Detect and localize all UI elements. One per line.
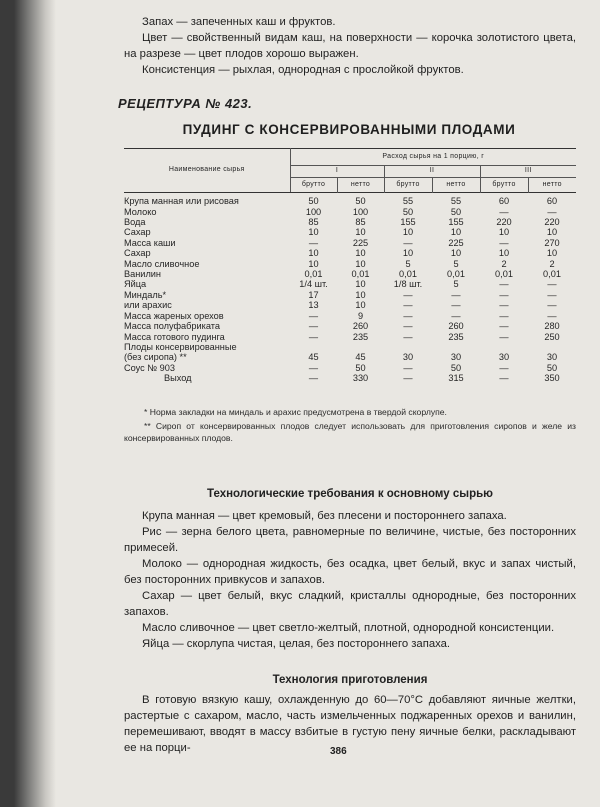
- quantity-cell: 235: [448, 331, 464, 342]
- quantity-cell: 10: [450, 248, 462, 259]
- quantity-cell: 10: [546, 248, 558, 259]
- quantity-cell: 315: [448, 373, 464, 384]
- quantity-cell: 0,01: [399, 269, 417, 280]
- quantity-cell: 1/4 шт.: [299, 279, 328, 290]
- book-gutter-shadow: [14, 0, 56, 807]
- quantity-cell: 270: [544, 237, 560, 248]
- quantity-cell: —: [308, 362, 319, 373]
- requirements-heading: Технологические требования к основному сырью: [207, 488, 493, 500]
- table-row: [124, 193, 576, 207]
- quantity-cell: —: [499, 237, 509, 248]
- quantity-cell: —: [451, 310, 461, 321]
- quantity-cell: 50: [355, 362, 366, 373]
- quantity-cell: —: [499, 300, 509, 311]
- quantity-cell: —: [403, 373, 413, 384]
- quantity-cell: [480, 342, 528, 352]
- quantity-cell: 10: [308, 258, 319, 269]
- quantity-cell: 10: [355, 227, 366, 238]
- quantity-cell: 50: [355, 196, 366, 207]
- quantity-cell: 225: [448, 237, 464, 248]
- ingredient-name: Выход: [164, 373, 192, 384]
- quantity-cell: 50: [546, 362, 558, 373]
- quantity-cell: —: [403, 300, 413, 311]
- ingredient-name: Масса полуфабриката: [124, 321, 220, 332]
- quantity-cell: 10: [355, 289, 366, 300]
- quantity-cell: —: [499, 362, 509, 373]
- quantity-cell: —: [499, 279, 509, 290]
- quantity-cell: 50: [450, 206, 462, 217]
- table-row: [124, 290, 576, 300]
- quantity-cell: 330: [352, 373, 369, 384]
- quantity-cell: 1/8 шт.: [393, 279, 423, 290]
- quantity-cell: [528, 342, 576, 352]
- quantity-cell: —: [403, 310, 413, 321]
- ingredient-name: Ванилин: [124, 269, 162, 280]
- quantity-cell: —: [499, 310, 509, 321]
- table-row: [124, 332, 576, 342]
- technology-heading: Технология приготовления: [272, 674, 428, 686]
- table-row: [124, 352, 576, 362]
- page-number: 386: [330, 746, 347, 757]
- technology-block: [124, 692, 576, 756]
- quantity-cell: 2: [501, 258, 507, 269]
- quantity-cell: 225: [352, 237, 369, 248]
- table-row: [124, 238, 576, 248]
- ingredient-name: Масса каши: [124, 237, 176, 248]
- table-row: [124, 311, 576, 321]
- intro-block: [124, 14, 576, 78]
- intro-smell: Запах — запеченных каш и фруктов.: [142, 16, 336, 28]
- quantity-cell: 10: [450, 227, 462, 238]
- quantity-cell: —: [308, 321, 319, 332]
- quantity-cell: —: [451, 300, 461, 311]
- quantity-cell: 50: [450, 362, 462, 373]
- quantity-cell: 10: [402, 248, 414, 259]
- quantity-cell: 260: [352, 321, 369, 332]
- quantity-cell: —: [499, 321, 509, 332]
- quantity-cell: 10: [498, 248, 510, 259]
- quantity-cell: 280: [544, 321, 560, 332]
- ingredient-name: Соус № 903: [124, 362, 176, 373]
- quantity-cell: 85: [308, 217, 319, 228]
- quantity-cell: 0,01: [304, 269, 323, 280]
- table-row: [124, 259, 576, 269]
- quantity-cell: —: [403, 237, 413, 248]
- ingredient-name: Масло сливочное: [124, 258, 200, 269]
- quantity-cell: —: [451, 289, 461, 300]
- quantity-cell: —: [547, 289, 557, 300]
- quantity-cell: 30: [498, 352, 510, 363]
- quantity-cell: [432, 342, 480, 352]
- quantity-cell: 10: [355, 248, 366, 259]
- quantity-cell: —: [308, 310, 319, 321]
- header-brutto: брутто: [480, 177, 528, 192]
- quantity-cell: 350: [544, 373, 560, 384]
- table-row: [124, 207, 576, 217]
- quantity-cell: —: [499, 373, 509, 384]
- quantity-cell: 45: [308, 352, 319, 363]
- recipe-title: ПУДИНГ С КОНСЕРВИРОВАННЫМИ ПЛОДАМИ: [182, 122, 516, 137]
- quantity-cell: —: [547, 279, 557, 290]
- recipe-label: РЕЦЕПТУРА № 423.: [118, 96, 253, 111]
- quantity-cell: 0,01: [351, 269, 370, 280]
- quantity-cell: 260: [448, 321, 464, 332]
- quantity-cell: 60: [498, 196, 510, 207]
- quantity-cell: 9: [357, 310, 364, 321]
- quantity-cell: [337, 342, 384, 352]
- quantity-cell: 0,01: [543, 269, 561, 280]
- quantity-cell: 10: [402, 227, 414, 238]
- quantity-cell: 60: [546, 196, 558, 207]
- quantity-cell: 55: [450, 196, 462, 207]
- req-butter: Масло сливочное — цвет светло-желтый, плотной, однородной консистенции.: [142, 622, 555, 634]
- quantity-cell: 100: [352, 206, 369, 217]
- quantity-cell: 30: [546, 352, 558, 363]
- header-brutto: брутто: [384, 177, 432, 192]
- header-netto: нетто: [432, 177, 480, 192]
- recipe-table-body: [124, 193, 576, 384]
- quantity-cell: 0,01: [447, 269, 465, 280]
- header-netto: нетто: [528, 177, 576, 192]
- quantity-cell: 13: [308, 300, 319, 311]
- header-netto: нетто: [337, 177, 384, 192]
- recipe-table: [124, 148, 576, 384]
- ingredient-name: или арахис: [124, 300, 172, 311]
- table-row: [124, 269, 576, 279]
- header-group-2: II: [384, 166, 480, 177]
- technology-text: В готовую вязкую кашу, охлажденную до 60—70°С добавляют яичные желтки, растертые с сахаром, масло, часть измельченных поджаренных орехов и ванилин, перемешивают, вводят в массу взбитые в густую пену яичные белки, раскладывают ее на порци-: [124, 694, 576, 754]
- quantity-cell: 45: [355, 352, 366, 363]
- quantity-cell: —: [547, 300, 557, 311]
- quantity-cell: 10: [355, 279, 366, 290]
- table-row: [124, 342, 576, 352]
- quantity-cell: 50: [402, 206, 414, 217]
- quantity-cell: —: [308, 237, 319, 248]
- req-rice: Рис — зерна белого цвета, равномерные по величине, чистые, без посторонних примесей.: [124, 526, 576, 554]
- quantity-cell: 10: [355, 258, 366, 269]
- footnotes: [124, 406, 576, 446]
- quantity-cell: 55: [402, 196, 414, 207]
- ingredient-name: Миндаль*: [124, 289, 167, 300]
- quantity-cell: —: [547, 206, 557, 217]
- ingredient-name: Масса жареных орехов: [124, 310, 224, 321]
- quantity-cell: 5: [405, 258, 411, 269]
- table-row: [124, 321, 576, 331]
- quantity-cell: —: [403, 321, 413, 332]
- quantity-cell: 10: [355, 300, 366, 311]
- table-row: [124, 248, 576, 258]
- req-sugar: Сахар — цвет белый, вкус сладкий, кристаллы однородные, без посторонних запахов.: [124, 590, 576, 618]
- table-row: [124, 279, 576, 289]
- quantity-cell: 10: [308, 227, 319, 238]
- ingredient-name: Плоды консервированные: [124, 341, 237, 352]
- req-milk: Молоко — однородная жидкость, без осадка, цвет белый, вкус и запах чистый, без посторонних привкусов и запахов.: [124, 558, 576, 586]
- header-group-1: I: [290, 166, 384, 177]
- quantity-cell: 17: [308, 289, 319, 300]
- ingredient-name: Сахар: [124, 227, 151, 238]
- quantity-cell: 100: [305, 206, 322, 217]
- table-row: [124, 217, 576, 227]
- header-group-3: III: [480, 166, 576, 177]
- footnote-syrup: ** Сироп от консервированных плодов следует использовать для приготовления сиропов и желе из консервированных плодов.: [124, 421, 576, 443]
- quantity-cell: 10: [308, 248, 319, 259]
- table-row: [124, 363, 576, 373]
- quantity-cell: —: [403, 289, 413, 300]
- requirements-block: [124, 508, 576, 652]
- quantity-cell: 30: [402, 352, 414, 363]
- table-row: [124, 227, 576, 237]
- ingredient-name: (без сиропа) **: [124, 352, 187, 363]
- quantity-cell: —: [308, 331, 319, 342]
- quantity-cell: —: [403, 331, 413, 342]
- quantity-cell: 5: [453, 258, 459, 269]
- quantity-cell: —: [547, 310, 557, 321]
- quantity-cell: 220: [544, 217, 560, 228]
- quantity-cell: 155: [448, 217, 464, 228]
- ingredient-name: Вода: [124, 217, 146, 228]
- quantity-cell: —: [499, 289, 509, 300]
- ingredient-name: Крупа манная или рисовая: [124, 196, 239, 207]
- quantity-cell: 85: [355, 217, 366, 228]
- intro-color: Цвет — свойственный видам каш, на поверхности — корочка золотистого цвета, на разрезе — цвет плодов хорошо выражен.: [124, 32, 576, 60]
- intro-consistency: Консистенция — рыхлая, однородная с прослойкой фруктов.: [142, 64, 464, 76]
- quantity-cell: 10: [498, 227, 510, 238]
- table-row: [124, 373, 576, 383]
- header-consumption: Расход сырья на 1 порцию, г: [290, 149, 576, 166]
- ingredient-name: Молоко: [124, 206, 157, 217]
- quantity-cell: —: [403, 362, 413, 373]
- header-name: Наименование сырья: [124, 149, 290, 193]
- footnote-nuts: * Норма закладки на миндаль и арахис предусмотрена в твердой скорлупе.: [144, 407, 447, 417]
- quantity-cell: 155: [400, 217, 416, 228]
- req-eggs: Яйца — скорлупа чистая, целая, без постороннего запаха.: [142, 638, 451, 650]
- quantity-cell: 220: [496, 217, 512, 228]
- quantity-cell: 2: [549, 258, 555, 269]
- table-row: [124, 300, 576, 310]
- quantity-cell: 5: [453, 279, 459, 290]
- quantity-cell: 235: [352, 331, 369, 342]
- quantity-cell: 50: [308, 196, 319, 207]
- quantity-cell: [384, 342, 432, 352]
- quantity-cell: 30: [450, 352, 462, 363]
- quantity-cell: —: [499, 331, 509, 342]
- quantity-cell: [290, 342, 337, 352]
- ingredient-name: Масса готового пудинга: [124, 331, 225, 342]
- quantity-cell: 10: [546, 227, 558, 238]
- quantity-cell: 0,01: [495, 269, 513, 280]
- quantity-cell: —: [308, 373, 319, 384]
- req-semolina: Крупа манная — цвет кремовый, без плесени и постороннего запаха.: [142, 510, 507, 522]
- quantity-cell: —: [499, 206, 509, 217]
- quantity-cell: 250: [544, 331, 560, 342]
- header-brutto: брутто: [290, 177, 337, 192]
- ingredient-name: Яйца: [124, 279, 147, 290]
- ingredient-name: Сахар: [124, 248, 151, 259]
